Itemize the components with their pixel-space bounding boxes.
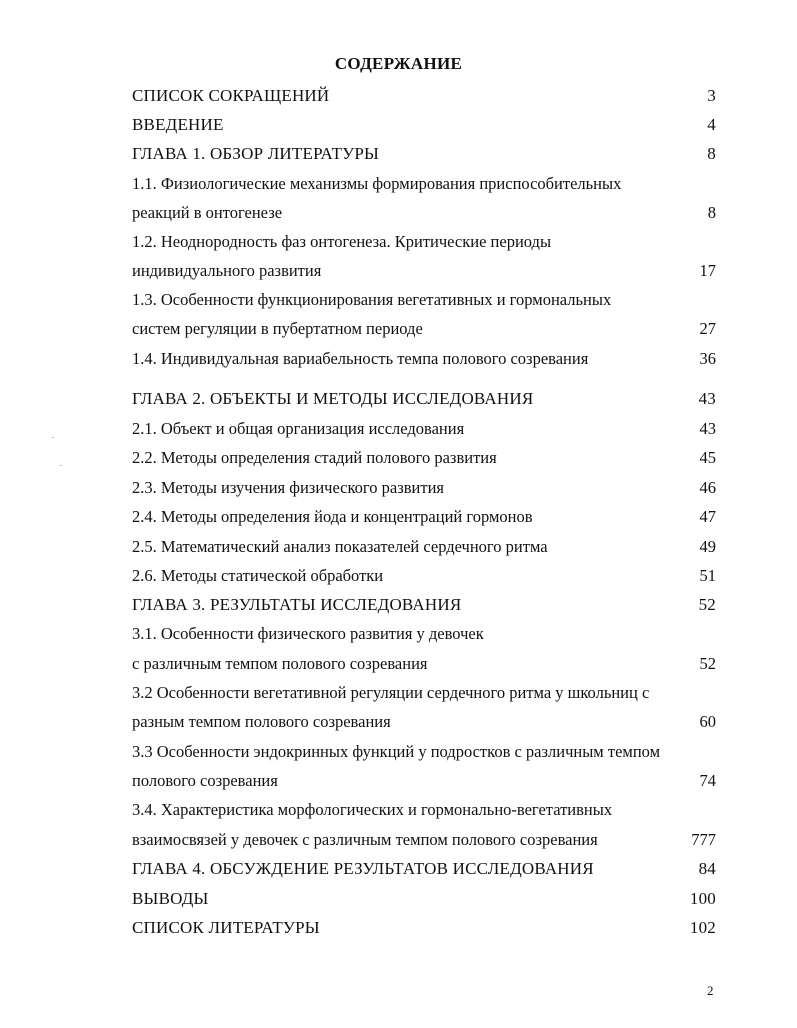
toc-entry	[132, 740, 716, 764]
toc-entry	[132, 259, 716, 283]
toc-entry-text: 2.6. Методы статической обработки	[132, 566, 384, 585]
toc-entry	[132, 505, 716, 529]
toc-entry	[132, 317, 716, 341]
toc-entry-text: 3.3 Особенности эндокринных функций у подростков с различным темпом	[132, 742, 661, 761]
toc-entry	[132, 417, 716, 441]
toc-entry	[132, 113, 716, 137]
toc-entry-text: ГЛАВА 3. РЕЗУЛЬТАТЫ ИССЛЕДОВАНИЯ	[132, 595, 462, 614]
toc-entry-text: систем регуляции в пубертатном периоде	[132, 319, 423, 338]
toc-entry-text: ГЛАВА 4. ОБСУЖДЕНИЕ РЕЗУЛЬТАТОВ ИССЛЕДОВАНИЯ	[132, 859, 594, 878]
toc-entry-page: 4	[707, 115, 716, 134]
toc-entry	[132, 622, 716, 646]
toc-entry-page: 100	[689, 889, 716, 908]
toc-entry	[132, 535, 716, 559]
toc-entry	[132, 230, 716, 254]
toc-title: СОДЕРЖАНИЕ	[334, 54, 463, 73]
toc-entry-text: СПИСОК ЛИТЕРАТУРЫ	[132, 918, 320, 937]
toc-entry	[132, 446, 716, 470]
page-number: 2	[707, 983, 714, 998]
toc-entry-text: 2.1. Объект и общая организация исследования	[132, 419, 465, 438]
toc-entry-page: 52	[699, 654, 716, 673]
toc-entry-text: ВЫВОДЫ	[132, 889, 209, 908]
scan-speck	[60, 465, 62, 466]
toc-entry-text: с различным темпом полового созревания	[132, 654, 428, 673]
toc-entry	[132, 828, 716, 852]
toc-entry	[132, 593, 716, 617]
toc-entry-page: 102	[689, 918, 716, 937]
toc-entry-page: 43	[698, 389, 716, 408]
toc-entry	[132, 710, 716, 734]
toc-entry	[132, 288, 716, 312]
toc-entry-text: реакций в онтогенезе	[132, 203, 283, 222]
toc-entry-text: 1.4. Индивидуальная вариабельность темпа полового созревания	[132, 349, 589, 368]
scan-speck	[52, 437, 54, 438]
toc-entry-text: 3.2 Особенности вегетативной регуляции сердечного ритма у школьниц с	[132, 683, 650, 702]
toc-entry-page: 74	[699, 771, 716, 790]
toc-entry-text: 3.4. Характеристика морфологических и гормонально-вегетативных	[132, 800, 613, 819]
toc-entry-page: 84	[698, 859, 716, 878]
toc-entry-page: 47	[699, 507, 716, 526]
toc-entry-page: 49	[699, 537, 716, 556]
toc-entry-page: 43	[699, 419, 716, 438]
toc-entry	[132, 172, 716, 196]
toc-entry-text: 1.2. Неоднородность фаз онтогенеза. Критические периоды	[132, 232, 552, 251]
toc-entry	[132, 387, 716, 411]
toc-entry-page: 60	[699, 712, 716, 731]
toc-entry	[132, 564, 716, 588]
toc-entry-text: 2.5. Математический анализ показателей сердечного ритма	[132, 537, 548, 556]
toc-entry	[132, 887, 716, 911]
toc-entry-page: 27	[699, 319, 716, 338]
toc-entry-page: 777	[691, 830, 716, 849]
toc-entry-page: 17	[699, 261, 716, 280]
toc-entry	[132, 201, 716, 225]
toc-entry-text: 2.4. Методы определения йода и концентраций гормонов	[132, 507, 533, 526]
toc-entry	[132, 652, 716, 676]
toc-entry-text: разным темпом полового созревания	[132, 712, 391, 731]
toc-entry-page: 8	[707, 203, 716, 222]
toc-entry	[132, 769, 716, 793]
toc-entry-text: ГЛАВА 2. ОБЪЕКТЫ И МЕТОДЫ ИССЛЕДОВАНИЯ	[132, 389, 534, 408]
toc-entry-text: СПИСОК СОКРАЩЕНИЙ	[132, 86, 330, 105]
toc-entry-text: индивидуального развития	[132, 261, 322, 280]
toc-entry-text: 1.1. Физиологические механизмы формирования приспособительных	[132, 174, 622, 193]
toc-entry-page: 52	[698, 595, 716, 614]
toc-entry	[132, 84, 716, 108]
toc-entry-page: 45	[699, 448, 716, 467]
toc-entry	[132, 681, 716, 705]
toc-entry-text: взаимосвязей у девочек с различным темпом полового созревания	[132, 830, 598, 849]
toc-entry-page: 8	[707, 144, 716, 163]
toc-entry	[132, 347, 716, 371]
toc-entry-text: полового созревания	[132, 771, 278, 790]
toc-entry	[132, 916, 716, 940]
toc-entry-page: 3	[707, 86, 716, 105]
toc-entry-page: 46	[699, 478, 716, 497]
toc-entry-text: 3.1. Особенности физического развития у девочек	[132, 624, 484, 643]
toc-entry-text: 2.3. Методы изучения физического развития	[132, 478, 445, 497]
toc-entry-page: 36	[699, 349, 716, 368]
toc-entry	[132, 798, 716, 822]
toc-entry-text: 1.3. Особенности функционирования вегетативных и гормональных	[132, 290, 612, 309]
toc-entry-text: 2.2. Методы определения стадий полового развития	[132, 448, 497, 467]
toc-entry	[132, 476, 716, 500]
toc-entry	[132, 857, 716, 881]
toc-entry	[132, 142, 716, 166]
toc-entry-page: 51	[699, 566, 716, 585]
toc-entry-text: ГЛАВА 1. ОБЗОР ЛИТЕРАТУРЫ	[132, 144, 380, 163]
toc-entry-text: ВВЕДЕНИЕ	[132, 115, 224, 134]
